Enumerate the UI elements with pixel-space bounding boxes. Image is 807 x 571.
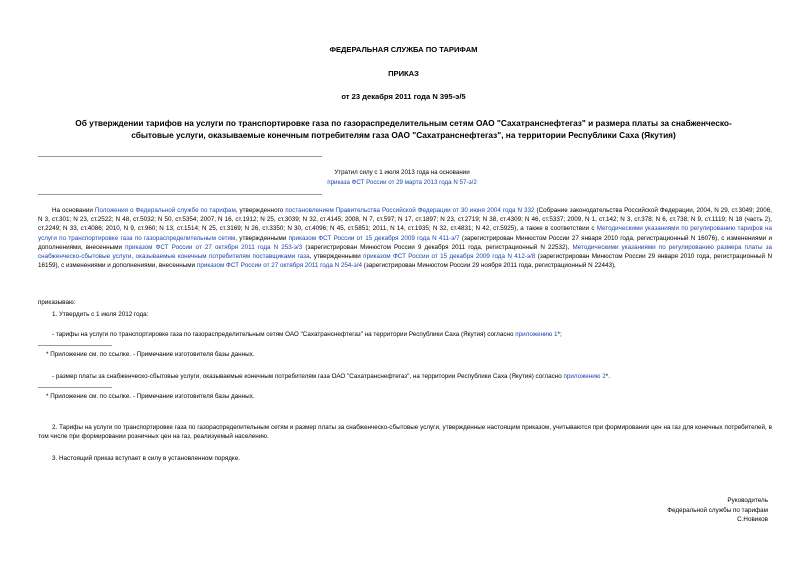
signature-name: С.Новиков <box>737 516 768 523</box>
signature-block <box>667 496 768 525</box>
link-transport-methodology[interactable]: Методическими указаниями по регулированию тарифов на услуги по транспортировке газа по газораспределительным сетям <box>38 225 772 242</box>
link-order-412[interactable]: приказом ФСТ России от 15 декабря 2009 года N 412-э/8 <box>363 253 536 261</box>
preamble-text: (зарегистрирован Минюстом России 9 декабря 2011 года, регистрационный N 22532), <box>302 243 573 251</box>
preamble-text: (зарегистрирован Минюстом России 29 ноября 2011 года, регистрационный N 22443), <box>361 262 616 270</box>
footnote-1: * Приложение см. по ссылке. - Примечание изготовителя базы данных. <box>46 351 255 358</box>
item-1b <box>52 372 610 381</box>
signature-agency: Федеральной службы по тарифам <box>667 506 768 514</box>
agency-name: ФЕДЕРАЛЬНАЯ СЛУЖБА ПО ТАРИФАМ <box>329 45 478 54</box>
preamble-paragraph <box>38 206 772 270</box>
link-government-decree[interactable]: постановлением Правительства Российской Федерации от 30 июня 2004 года N 332 <box>285 207 535 214</box>
expiry-note <box>302 168 502 188</box>
link-order-253[interactable]: приказом ФСТ России от 27 октября 2011 года N 253-э/3 <box>125 243 303 251</box>
item-1a-end: *; <box>557 331 562 338</box>
link-order-411[interactable]: приказом ФСТ России от 15 декабря 2009 года N 411-э/7 <box>288 234 460 242</box>
footnote-2: * Приложение см. по ссылке. - Примечание изготовителя базы данных. <box>46 393 255 400</box>
item-3: 3. Настоящий приказ вступает в силу в установленном порядке. <box>52 455 241 462</box>
link-appendix-2[interactable]: приложению 2 <box>563 373 606 380</box>
preamble-text: На основании <box>52 207 95 214</box>
link-order-254[interactable]: приказом ФСТ России от 27 октября 2011 года N 254-э/4 <box>196 262 362 270</box>
footnote-rule-1 <box>38 345 112 346</box>
divider-top <box>38 156 322 157</box>
document-title-line-2: сбытовые услуги, оказываемые конечным потребителям газа ОАО "Сахатранснефтегаз", на территории Республики Саха (Якутия) <box>131 130 676 140</box>
expiry-order-link[interactable]: приказа ФСТ России от 29 марта 2013 года N 57-э/2 <box>327 179 477 186</box>
document-title-line-1: Об утверждении тарифов на услуги по транспортировке газа по газораспределительным сетям ОАО "Сахатранснефтегаз" и размера платы за снабженческо- <box>75 118 732 128</box>
document-type: ПРИКАЗ <box>388 69 419 78</box>
item-2: 2. Тарифы на услуги по транспортировке газа по газораспределительным сетям и размер платы за снабженческо-сбытовые услуги, утвержденные настоящим приказом, учитываются при формировании цен на газ для конечных потребителей, в том числе при формировании розничных цен на газ, реализуемый населению. <box>38 424 772 441</box>
divider-bottom <box>38 194 322 195</box>
preamble-text: , утвержденными <box>309 253 364 261</box>
preamble-text: (зарегистрирован Минюстом России 27 января 2010 года, регистрационный N 16076), с изменениями и дополнениями, внесенными <box>38 234 773 251</box>
expiry-note-text: Утратил силу с 1 июля 2013 года на основании <box>334 169 470 176</box>
item-1a-text: - тарифы на услуги по транспортировке газа по газораспределительным сетям ОАО "Сахатранснефтегаз" на территории Республики Саха (Якутия) согласно <box>52 331 516 338</box>
preamble-text: (Собрание законодательства Российской Федерации, 2004, N 29, ст.3049; 2006, N 3, ст.301; N 23, ст.2522; N 48, ст.5032; N 50, ст.5354; 2007, N 16, ст.1912; N 25, ст.3039; N 32, ст.4145; 2008, N 7, ст.597; N 17, ст.1897; N 23, ст.2719; N 38, ст.4309; N 46, ст.5337; 2009, N 1, ст.142; N 3, ст.378; N 6, ст.738; N 9, ст.1119; N 18 (часть 2), ст.2249; N 33, ст.4086; 2010, N 9, ст.960; N 13, ст.1514; N 25, ст.3169; N 26, ст.3350; N 30, ст.4096; N 45, ст.5851; 2011, N 14, ст.1935; N 32, ст.4831; N 42, ст.5925), а также в соответствии с <box>38 207 772 233</box>
link-supply-methodology[interactable]: Методическими указаниями по регулированию размера платы за снабженческо-сбытовые услуги, оказываемые конечным потребителям поставщиками газа <box>38 243 773 261</box>
signature-position: Руководитель <box>727 497 768 504</box>
link-fst-regulation[interactable]: Положения о Федеральной службе по тарифам <box>94 207 236 214</box>
item-1b-text: - размер платы за снабженческо-сбытовые услуги, оказываемые конечным потребителям газа ОАО "Сахатранснефтегаз", на территории Республики Саха (Якутия) согласно <box>52 373 564 380</box>
orders-word: приказываю: <box>38 299 76 306</box>
preamble-text: , утвержденного <box>235 207 286 214</box>
item-1-heading: 1. Утвердить с 1 июля 2012 года: <box>52 311 149 318</box>
item-1b-end: *. <box>605 373 610 380</box>
preamble-text: (зарегистрирован Минюстом России 29 января 2010 года, регистрационный N 16159), с изменениями и дополнениями, внесенными <box>38 253 773 270</box>
item-1a <box>52 330 562 339</box>
footnote-rule-2 <box>38 387 112 388</box>
link-appendix-1[interactable]: приложению 1 <box>515 331 558 338</box>
document-date-number: от 23 декабря 2011 года N 395-э/5 <box>341 92 466 101</box>
preamble-text: , утвержденными <box>235 234 289 242</box>
